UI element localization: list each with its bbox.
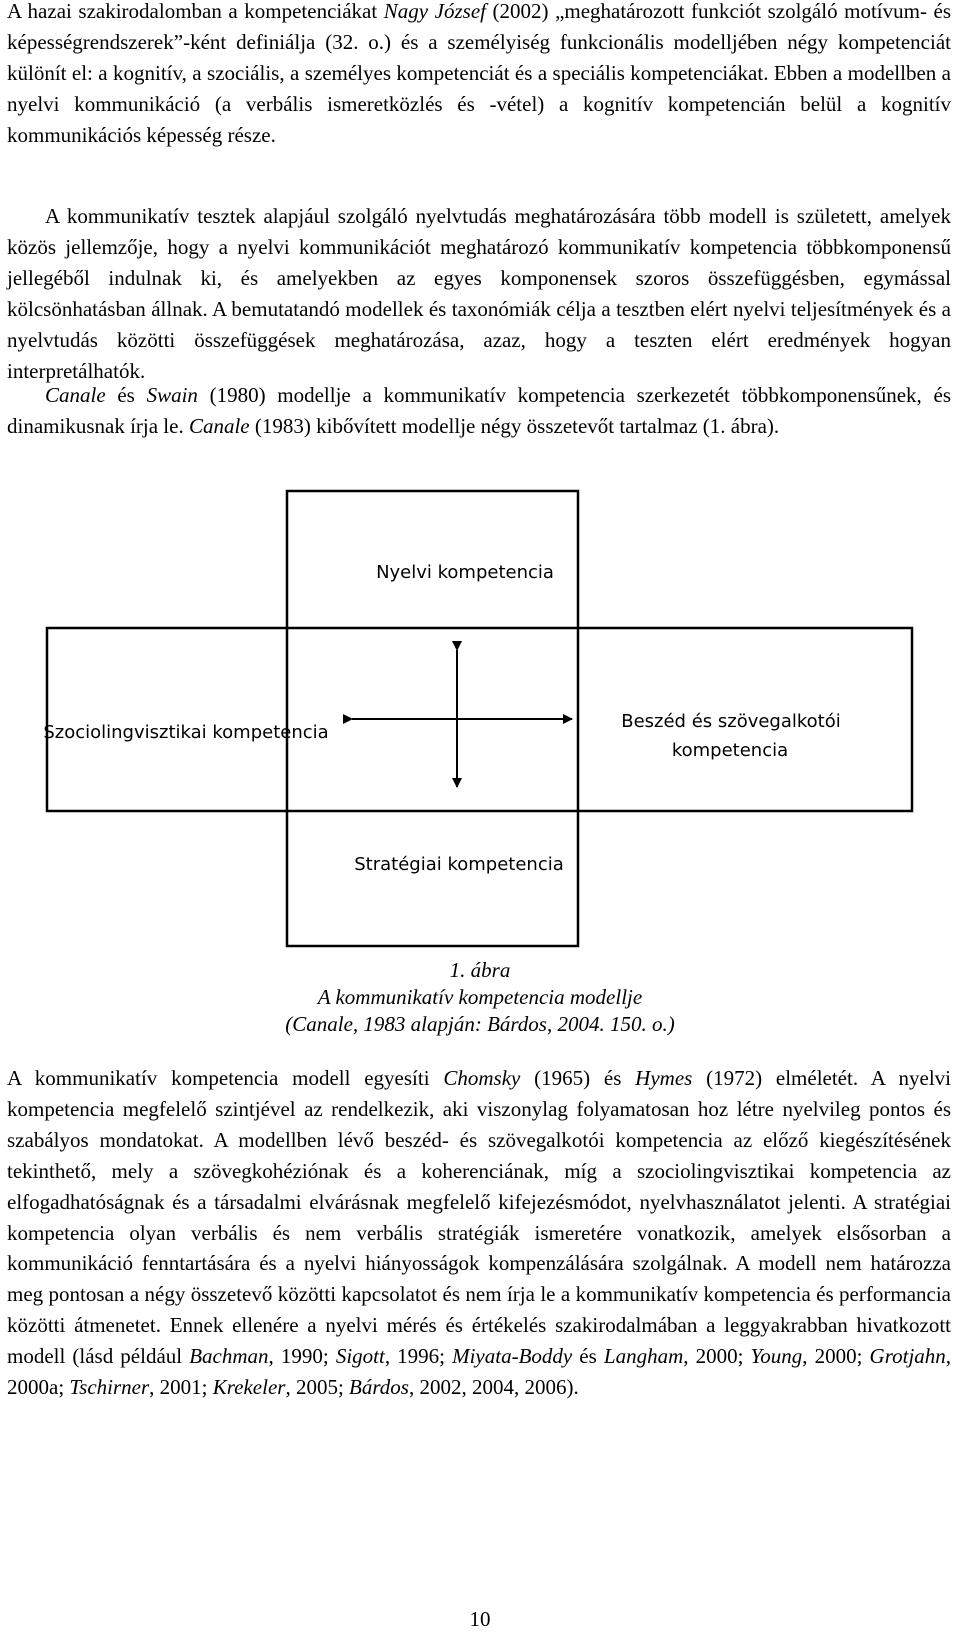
label-nyelvi-kompetencia: Nyelvi kompetencia — [376, 562, 554, 583]
citation-name: Canale — [45, 383, 106, 407]
text-run: A hazai szakirodalomban a kompetenciákat — [7, 0, 384, 23]
citation-name: Chomsky — [443, 1066, 521, 1090]
text-run: (2002) „meghatározott funkciót szolgáló motívum- és képességrendszerek”-ként definiálja (32. o.) és a személyiség funkcionális modelljében négy kompetenciát különít el: a kognitív, a szociális, a személyes kompetenciát és a speciális kompetenciákat. Ebben a modellben a nyelvi kommunikáció (a verbális ismeretközlés és -vétel) a kognitív kompetencián belül a kognitív kommunikációs képesség része. — [7, 0, 951, 147]
text-run: (1965) és — [520, 1066, 636, 1090]
text-run: , 1990; — [268, 1344, 336, 1369]
text-run: , 2002, 2004, 2006). — [408, 1375, 579, 1400]
text-run: (1972) elméletét. A nyelvi kompetencia megfelelő szintjével az rendelkezik, aki viszonylag folyamatosan hoz létre nyelvileg pontos és szabályos mondatokat. A modellben lévő beszéd- és szövegalkotói kompetencia az előző kiegészítésének tekinthető, mely a szövegkohéziónak és a koherenciának, míg a szociolingvisztikai kompetencia az elfogadhatóságnak és a társadalmi elvárásnak megfelelő kifejezésmódot, nyelvhasználatot jelenti. A stratégiai kompetencia olyan verbális és nem verbális stratégiák ismeretére vonatkozik, amelyek elsősorban a kommunikáció fenntartására és a nyelvi hiányosságok kompenzálására szolgálnak. A modell nem határozza meg pontosan a négy összetevő közötti kapcsolatot és nem írja le a kommunikatív kompetencia és performancia közötti átmenetet. Ennek ellenére a nyelvi mérés és értékelés szakirodalmában a leggyakrabban hivatkozott modell (lásd például — [7, 1066, 951, 1369]
citation-name: Grotjahn — [869, 1344, 946, 1369]
citation-name: Sigott — [335, 1344, 385, 1369]
text-run: (1980) modellje a kommunikatív kompetencia szerkezetét többkomponensűnek, és dinamikusnak írja le. — [7, 383, 951, 438]
caption-title: A kommunikatív kompetencia modellje — [317, 985, 643, 1009]
label-szociolingvisztikai-kompetencia: Szociolingvisztikai kompetencia — [43, 722, 329, 743]
label-strategiai-kompetencia: Stratégiai kompetencia — [354, 854, 564, 875]
citation-name: Bachman — [189, 1344, 269, 1369]
citation-name: Tschirner — [69, 1375, 150, 1400]
page-number: 10 — [469, 1607, 491, 1631]
citation-name: Bárdos — [349, 1375, 409, 1400]
text-run: és — [105, 383, 147, 407]
text-run: (1983) kibővített modellje négy összetevőt tartalmaz (1. ábra). — [249, 413, 780, 438]
citation-name: Young — [750, 1344, 803, 1369]
citation-name: Krekeler — [212, 1375, 286, 1400]
caption-number: 1. ábra — [449, 958, 511, 982]
text-run: , 2000a; — [7, 1344, 952, 1400]
paragraph-4 — [7, 1063, 951, 1403]
label-beszed-es-szovegalkotoi: Beszéd és szövegalkotói — [621, 711, 841, 732]
caption-source: (Canale, 1983 alapján: Bárdos, 2004. 150. o.) — [285, 1012, 675, 1036]
citation-name: Swain — [146, 383, 198, 407]
text-run: A kommunikatív tesztek alapjául szolgáló nyelvtudás meghatározására több modell is született, amelyek közös jellemzője, hogy a nyelvi kommunikációt meghatározó kommunikatív kompetencia többkomponensű jellegéből indulnak ki, és amelyekben az egyes komponensek szoros összefüggésben, egymással kölcsönhatásban állnak. A bemutatandó modellek és taxonómiák célja a tesztben elért nyelvi teljesítmények és a nyelvtudás közötti összefüggések meghatározása, azaz, hogy a teszten elért eredmények hogyan interpretálhatók. — [7, 204, 951, 383]
citation-name: Nagy József — [383, 0, 486, 23]
text-run: , 2005; — [285, 1375, 350, 1400]
text-run: és — [572, 1344, 604, 1369]
citation-name: Miyata-Boddy — [452, 1344, 573, 1369]
text-run: , 1996; — [384, 1344, 453, 1369]
text-run: , 2001; — [149, 1375, 213, 1400]
text-run: , 2000; — [802, 1344, 870, 1369]
text-run: A kommunikatív kompetencia modell egyesíti — [7, 1066, 444, 1090]
text-run: , 2000; — [683, 1344, 751, 1369]
citation-name: Hymes — [635, 1066, 693, 1090]
citation-name: Langham — [603, 1344, 684, 1369]
figure-caption — [0, 957, 960, 1038]
label-kompetencia: kompetencia — [671, 740, 789, 761]
citation-name: Canale — [188, 413, 250, 438]
